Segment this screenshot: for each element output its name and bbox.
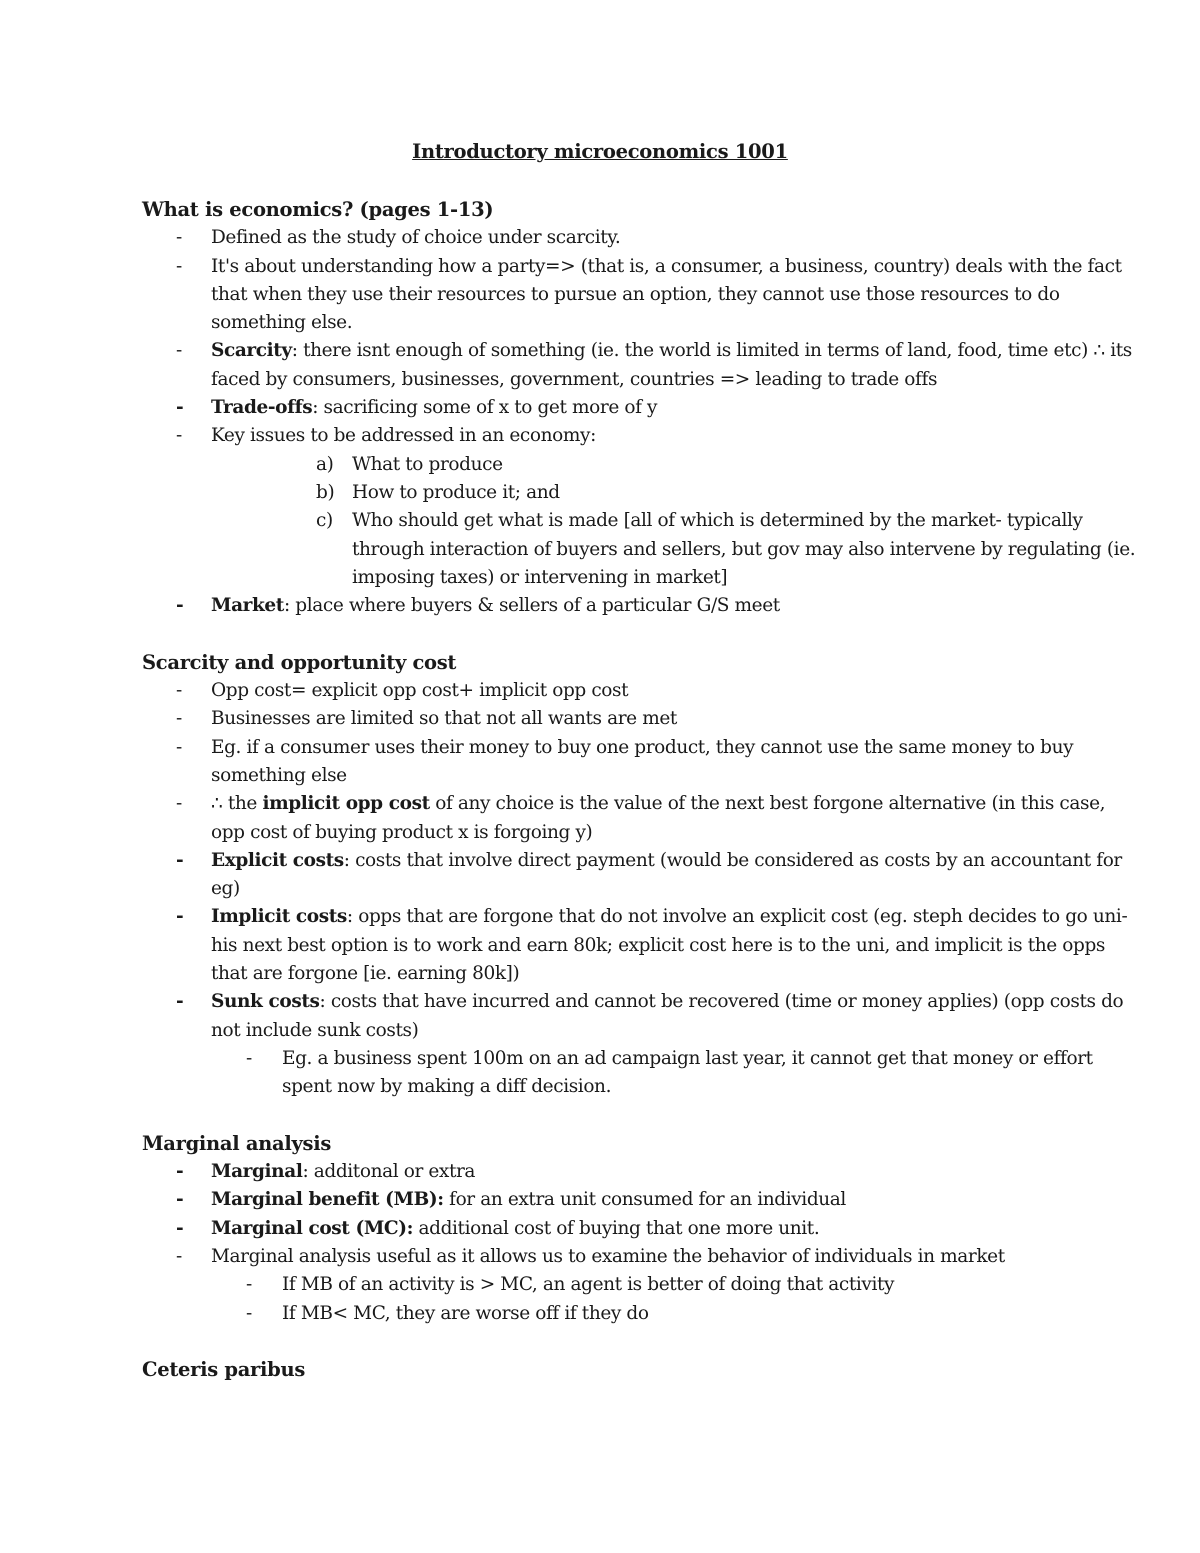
list-item: - It's about understanding how a party=> (that is, a consumer, a business, country) deals with the fact that when they use their resources to pursue an option, they cannot use those resources to do something else. bbox=[176, 255, 1122, 334]
item-text: Key issues to be addressed in an economy: bbox=[211, 425, 596, 447]
list-item: - Implicit costs: opps that are forgone that do not involve an explicit cost (eg. steph decides to go uni- his next best option is to work and earn 80k; explicit cost here is to the uni, and implicit is the opps that are forgone [ie. earning 80k]) bbox=[176, 906, 1128, 985]
item-text: Businesses are limited so that not all wants are met bbox=[211, 708, 677, 730]
item-term: implicit opp cost bbox=[262, 793, 430, 815]
item-text: Marginal analysis useful as it allows us to examine the behavior of individuals in market bbox=[211, 1245, 1005, 1267]
item-term: Market bbox=[211, 595, 284, 617]
list-item: - Defined as the study of choice under scarcity. bbox=[176, 227, 621, 249]
item-prefix: ∴ the bbox=[211, 793, 263, 815]
item-text: It's about understanding how a party=> (that is, a consumer, a business, country) deals with the fact that when they use their resources to pursue an option, they cannot use those resources to do something else. bbox=[211, 255, 1122, 334]
item-text: : sacrificing some of x to get more of y bbox=[312, 397, 658, 419]
item-term: Trade-offs bbox=[211, 397, 313, 419]
item-text: If MB of an activity is > MC, an agent is better of doing that activity bbox=[282, 1274, 895, 1296]
list-item: - Sunk costs: costs that have incurred and cannot be recovered (time or money applies) (opp costs do not include sunk costs) bbox=[176, 991, 1124, 1041]
sub-item-label: b) bbox=[316, 481, 335, 503]
item-text: Eg. a business spent 100m on an ad campaign last year, it cannot get that money or effort spent now by making a diff decision. bbox=[282, 1047, 1093, 1098]
item-term: Implicit costs bbox=[211, 906, 347, 928]
section-heading: Ceteris paribus bbox=[142, 1358, 306, 1382]
list-item: - Marginal analysis useful as it allows us to examine the behavior of individuals in market bbox=[176, 1245, 1005, 1267]
item-text: Eg. if a consumer uses their money to buy one product, they cannot use the same money to buy something else bbox=[211, 736, 1074, 786]
list-item: - Explicit costs: costs that involve direct payment (would be considered as costs by an accountant for eg) bbox=[176, 849, 1122, 900]
document-body bbox=[142, 196, 1142, 1384]
item-term: Marginal bbox=[211, 1161, 303, 1183]
item-term: Marginal cost (MC): bbox=[211, 1217, 414, 1239]
nested-list-item: - Eg. a business spent 100m on an ad campaign last year, it cannot get that money or effort spent now by making a diff decision. bbox=[246, 1047, 1093, 1098]
list-item: - Eg. if a consumer uses their money to buy one product, they cannot use the same money to buy something else bbox=[176, 736, 1074, 786]
section-heading: What is economics? (pages 1-13) bbox=[142, 198, 494, 221]
item-text: for an extra unit consumed for an individual bbox=[443, 1189, 846, 1211]
item-text: : costs that involve direct payment (would be considered as costs by an accountant for eg) bbox=[211, 849, 1122, 900]
list-item: - Marginal benefit (MB): for an extra unit consumed for an individual bbox=[176, 1189, 846, 1211]
list-item: - Opp cost= explicit opp cost+ implicit opp cost bbox=[176, 680, 629, 702]
sub-item-text: What to produce bbox=[352, 453, 503, 475]
list-item: - Key issues to be addressed in an economy: bbox=[176, 425, 596, 447]
document-title: Introductory microeconomics 1001 bbox=[412, 140, 788, 163]
sub-item-text: Who should get what is made [all of which is determined by the market- typically through interaction of buyers and sellers, but gov may also intervene by regulating (ie. imposing taxes) or intervening in market] bbox=[352, 510, 1136, 588]
list-item: - Trade-offs: sacrificing some of x to get more of y bbox=[176, 397, 658, 419]
item-text: : opps that are forgone that do not involve an explicit cost (eg. steph decides to go uni- his next best option is to work and earn 80k; explicit cost here is to the uni, and implicit is the opps that are forgone [ie. earning 80k]) bbox=[211, 906, 1128, 985]
item-text: : there isnt enough of something (ie. the world is limited in terms of land, food, time etc) ∴ its faced by consumers, businesses, government, countries => leading to trade offs bbox=[211, 340, 1132, 390]
item-text: additional cost of buying that one more unit. bbox=[413, 1217, 820, 1239]
list-item: - Businesses are limited so that not all wants are met bbox=[176, 708, 677, 730]
item-text: Defined as the study of choice under scarcity. bbox=[211, 227, 621, 249]
nested-list-item: - If MB of an activity is > MC, an agent is better of doing that activity bbox=[246, 1274, 895, 1296]
sub-list-item bbox=[142, 507, 1142, 592]
item-term: Explicit costs bbox=[211, 849, 344, 871]
list-item: - Scarcity: there isnt enough of something (ie. the world is limited in terms of land, food, time etc) ∴ its faced by consumers, businesses, government, countries => leading to trade offs bbox=[176, 340, 1132, 390]
item-text: : costs that have incurred and cannot be recovered (time or money applies) (opp costs do not include sunk costs) bbox=[211, 991, 1124, 1041]
sub-list-item bbox=[142, 479, 1142, 507]
sub-list-item bbox=[142, 451, 1142, 479]
item-text: : additonal or extra bbox=[302, 1161, 476, 1183]
list-item: - Marginal: additonal or extra bbox=[176, 1161, 476, 1183]
sub-item-label: c) bbox=[316, 510, 333, 532]
section-heading: Marginal analysis bbox=[142, 1131, 331, 1155]
item-term: Sunk costs bbox=[211, 991, 320, 1013]
item-text: of any choice is the value of the next best forgone alternative (in this case, opp cost of buying product x is forgoing y) bbox=[211, 793, 1106, 843]
nested-list-item: - If MB< MC, they are worse off if they do bbox=[246, 1302, 649, 1324]
section-heading: Scarcity and opportunity cost bbox=[142, 650, 457, 674]
list-item: - ∴ the implicit opp cost of any choice is the value of the next best forgone alternative (in this case, opp cost of buying product x is forgoing y) bbox=[176, 793, 1106, 843]
item-term: Marginal benefit (MB): bbox=[211, 1189, 444, 1211]
item-term: Scarcity bbox=[211, 340, 292, 362]
item-text: : place where buyers & sellers of a particular G/S meet bbox=[283, 595, 780, 617]
list-item: - Marginal cost (MC): additional cost of buying that one more unit. bbox=[176, 1217, 820, 1239]
item-text: Opp cost= explicit opp cost+ implicit opp cost bbox=[211, 680, 629, 702]
sub-item-label: a) bbox=[316, 453, 334, 475]
list-item: - Market: place where buyers & sellers of a particular G/S meet bbox=[176, 595, 780, 617]
item-text: If MB< MC, they are worse off if they do bbox=[282, 1302, 649, 1324]
sub-item-text: How to produce it; and bbox=[352, 481, 560, 503]
